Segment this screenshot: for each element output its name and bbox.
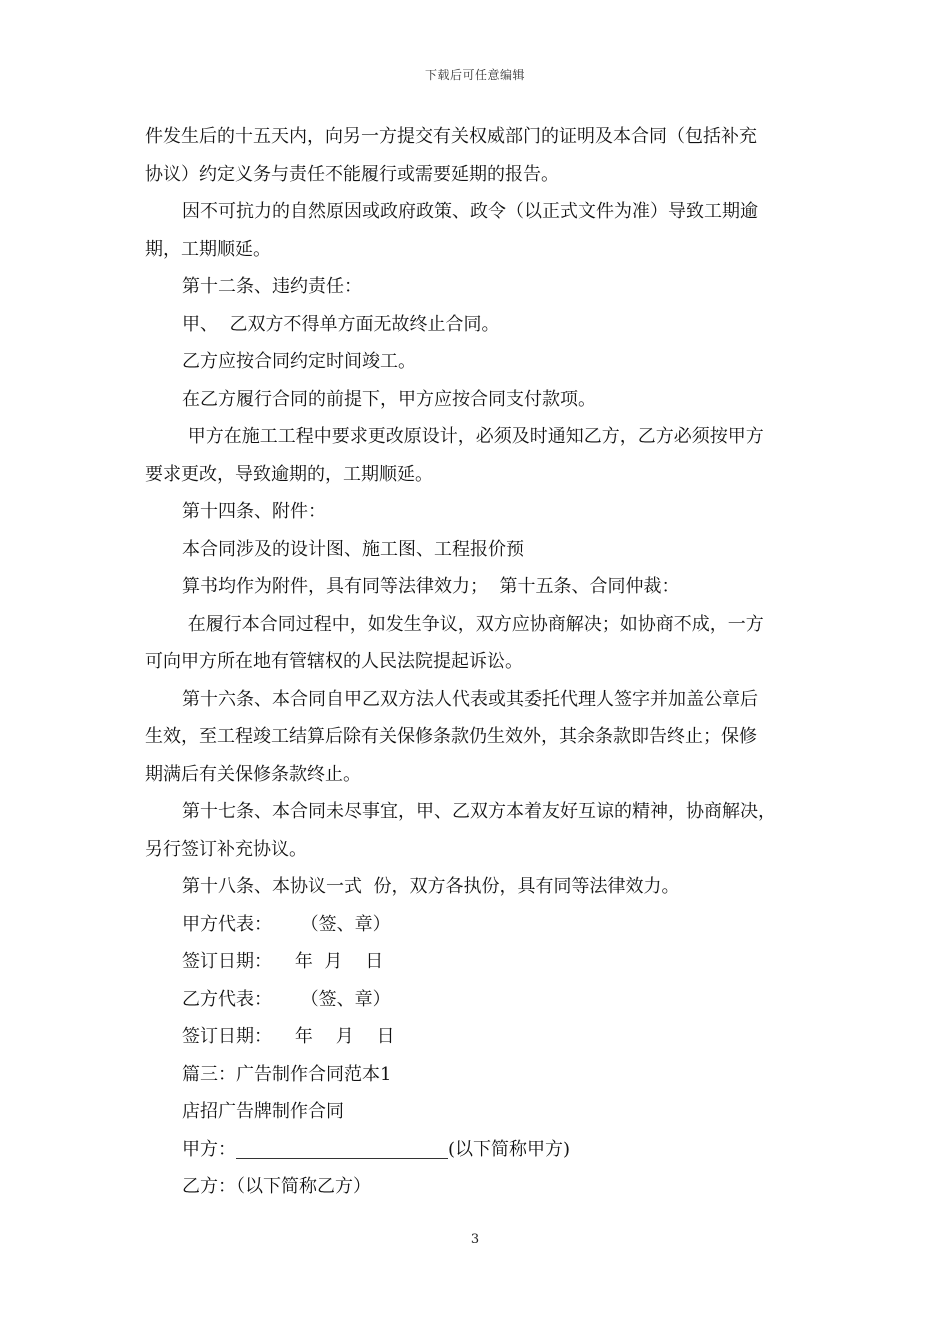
- text-line: 第十七条、本合同未尽事宜，甲、乙双方本着友好互谅的精神，协商解决，: [182, 801, 776, 822]
- party-a-suffix: (以下简称甲方): [448, 1138, 571, 1160]
- text-line: 因不可抗力的自然原因或政府政策、政令（以正式文件为准）导致工期逾: [182, 201, 758, 222]
- section-title: 篇三：广告制作合同范本1: [182, 1063, 392, 1085]
- text-line: 本合同涉及的设计图、施工图、工程报价预: [182, 538, 524, 560]
- text-line: 协议）约定义务与责任不能履行或需要延期的报告。: [145, 163, 559, 185]
- page-header: 下载后可任意编辑: [424, 68, 525, 82]
- signature-line-party-a: 甲方代表： （签、章）: [182, 913, 391, 935]
- text-line: 要求更改，导致逾期的，工期顺延。: [145, 463, 433, 485]
- signature-line-party-b: 乙方代表： （签、章）: [182, 988, 391, 1010]
- text-line: 可向甲方所在地有管辖权的人民法院提起诉讼。: [145, 651, 523, 672]
- text-line: 甲方在施工工程中要求更改原设计，必须及时通知乙方，乙方必须按甲方: [182, 426, 764, 447]
- date-line-party-a: 签订日期： 年 月 日: [182, 951, 384, 972]
- text-line: 乙方应按合同约定时间竣工。: [182, 351, 416, 372]
- text-line: 在乙方履行合同的前提下，甲方应按合同支付款项。: [182, 388, 596, 410]
- text-line: 甲、 乙双方不得单方面无故终止合同。: [182, 313, 500, 335]
- date-line-party-b: 签订日期： 年 月 日: [182, 1026, 395, 1047]
- document-body: [145, 118, 825, 1206]
- contract-title: 店招广告牌制作合同: [182, 1101, 344, 1122]
- section-heading: 第十四条、附件：: [182, 501, 326, 522]
- text-line: 件发生后的十五天内，向另一方提交有关权威部门的证明及本合同（包括补充: [145, 126, 757, 147]
- text-line: 另行签订补充协议。: [145, 838, 307, 860]
- text-line: 生效，至工程竣工结算后除有关保修条款仍生效外，其余条款即告终止；保修: [145, 726, 757, 747]
- party-a-label: 甲方：: [182, 1138, 236, 1160]
- text-line: 第十六条、本合同自甲乙双方法人代表或其委托代理人签字并加盖公章后: [182, 688, 758, 710]
- party-a-blank: [236, 1136, 448, 1159]
- text-line: 在履行本合同过程中，如发生争议，双方应协商解决；如协商不成，一方: [182, 613, 764, 635]
- party-b-line: 乙方：（以下简称乙方）: [182, 1176, 371, 1197]
- text-line: 算书均作为附件，具有同等法律效力； 第十五条、合同仲裁：: [182, 576, 680, 597]
- party-a-line: [145, 1131, 825, 1169]
- text-line: 期满后有关保修条款终止。: [145, 763, 361, 785]
- text-line: 第十八条、本协议一式 份，双方各执份，具有同等法律效力。: [182, 876, 680, 897]
- text-line: 期，工期顺延。: [145, 238, 271, 260]
- section-heading: 第十二条、违约责任：: [182, 276, 362, 297]
- page-number: 3: [470, 1232, 480, 1247]
